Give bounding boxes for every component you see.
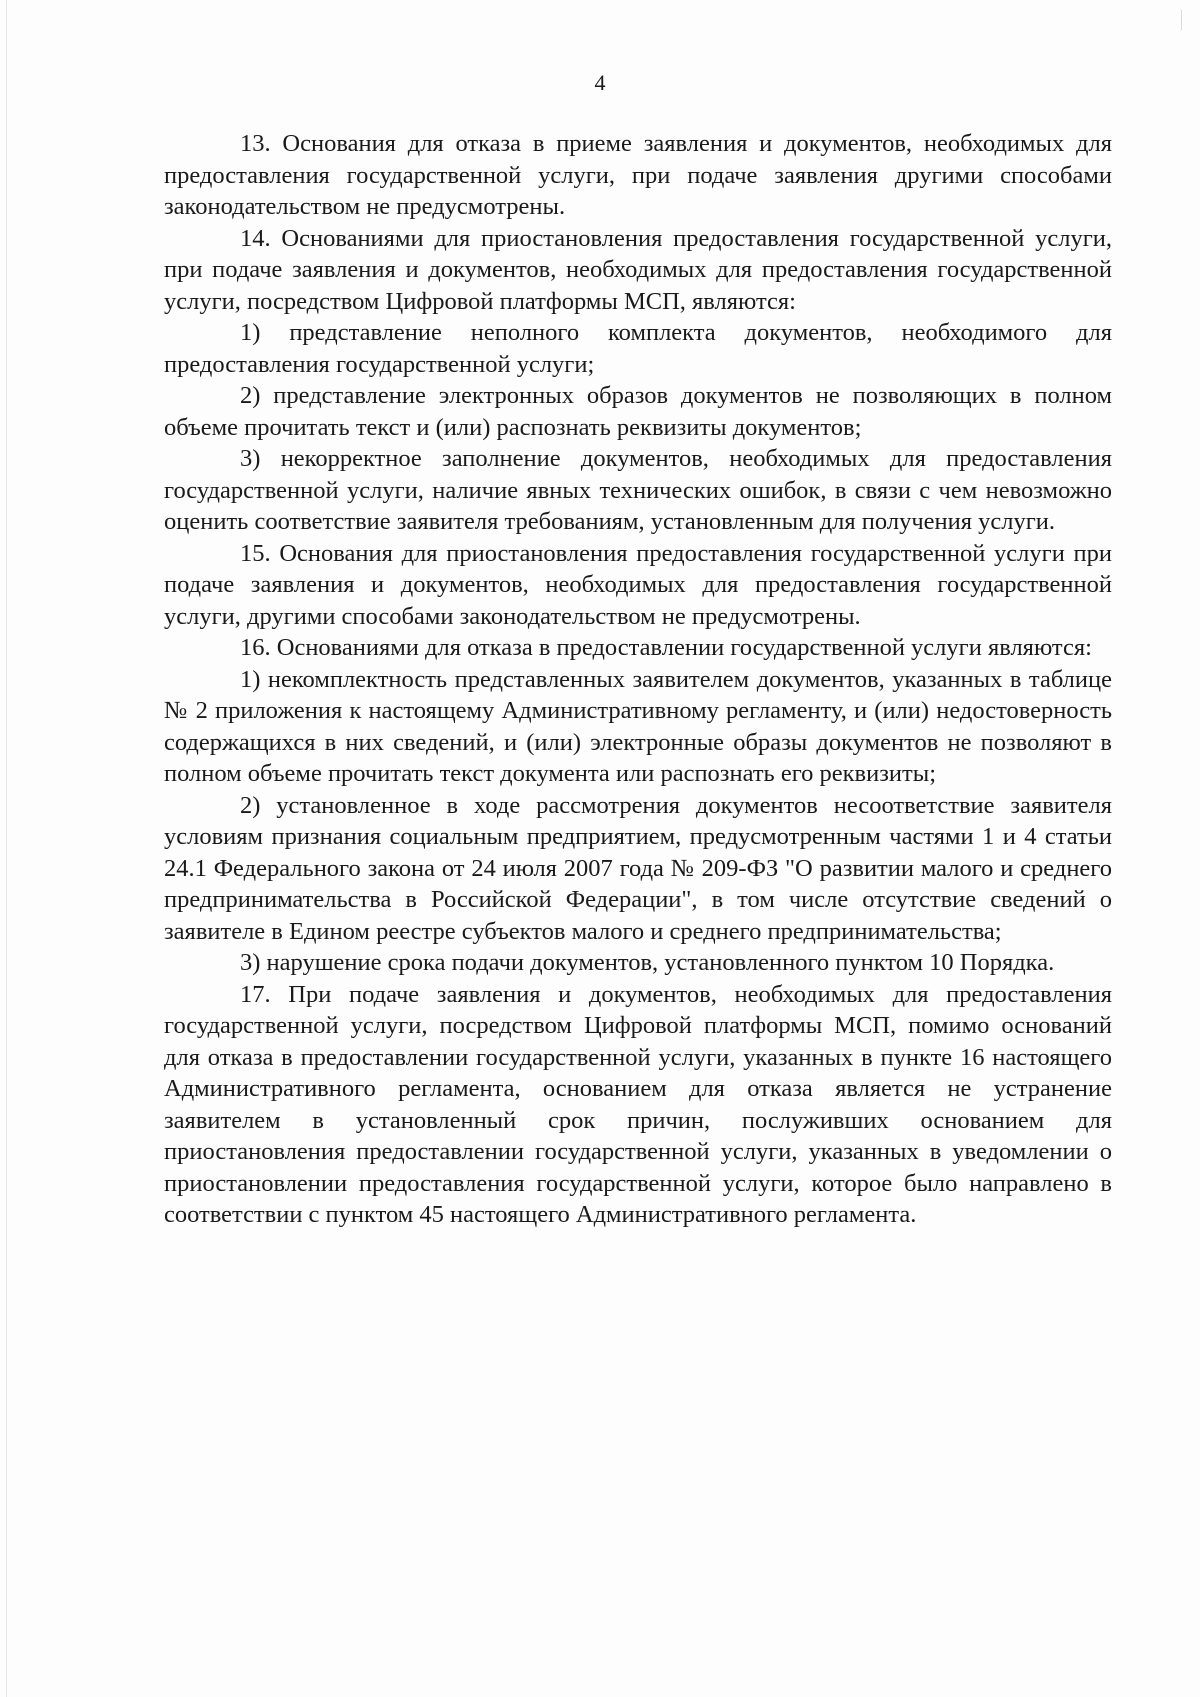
paragraph-17: 17. При подаче заявления и документов, необходимых для предоставления государственной услуги, посредством Цифровой платформы МСП, помимо оснований для отказа в предоставлении государственной услуги, указанных в пункте 16 настоящего Административного регламента, основанием для отказа является не устранение заявителем в установленный срок причин, послуживших основанием для приостановления предоставлении государственной услуги, указанных в уведомлении о приостановлении предоставления государственной услуги, которое было направлено в соответствии с пунктом 45 настоящего Административного регламента. (164, 980, 1112, 1228)
document-body (164, 128, 1112, 1231)
paragraph-13: 13. Основания для отказа в приеме заявления и документов, необходимых для предоставления государственной услуги, при подаче заявления другими способами законодательством не предусмотрены. (164, 130, 1112, 220)
page-number: 4 (594, 70, 606, 95)
paragraph-16: 16. Основаниями для отказа в предоставлении государственной услуги являются: (240, 634, 1092, 661)
paragraph-15: 15. Основания для приостановления предоставления государственной услуги при подаче заявления и документов, необходимых для предоставления государственной услуги, другими способами законодательством не предусмотрены. (164, 539, 1112, 630)
paragraph-14: 14. Основаниями для приостановления предоставления государственной услуги, при подаче заявления и документов, необходимых для предоставления государственной услуги, посредством Цифровой платформы МСП, являются: (164, 224, 1112, 315)
paragraph-14-item-3: 3) некорректное заполнение документов, необходимых для предоставления государственной услуги, наличие явных технических ошибок, в связи с чем невозможно оценить соответствие заявителя требованиям, установленным для получения услуги. (164, 445, 1112, 535)
paragraph-16-item-3: 3) нарушение срока подачи документов, установленного пунктом 10 Порядка. (240, 949, 1055, 976)
scan-edge-left (6, 0, 7, 1697)
paragraph-14-item-1: 1) представление неполного комплекта документов, необходимого для предоставления государственной услуги; (164, 319, 1112, 378)
paragraph-16-item-2: 2) установленное в ходе рассмотрения документов несоответствие заявителя условиям признания социальным предприятием, предусмотренным частями 1 и 4 статьи 24.1 Федерального закона от 24 июля 2007 года № 209-ФЗ "О развитии малого и среднего предпринимательства в Российской Федерации", в том числе отсутствие сведений о заявителе в Едином реестре субъектов малого и среднего предпринимательства; (164, 791, 1112, 945)
paragraph-16-item-1: 1) некомплектность представленных заявителем документов, указанных в таблице № 2 приложения к настоящему Административному регламенту, и (или) недостоверность содержащихся в них сведений, и (или) электронные образы документов не позволяют в полном объеме прочитать текст документа или распознать его реквизиты; (164, 665, 1112, 787)
scan-edge-right (1181, 10, 1182, 30)
paragraph-14-item-2: 2) представление электронных образов документов не позволяющих в полном объеме прочитать текст и (или) распознать реквизиты документов; (164, 382, 1112, 441)
